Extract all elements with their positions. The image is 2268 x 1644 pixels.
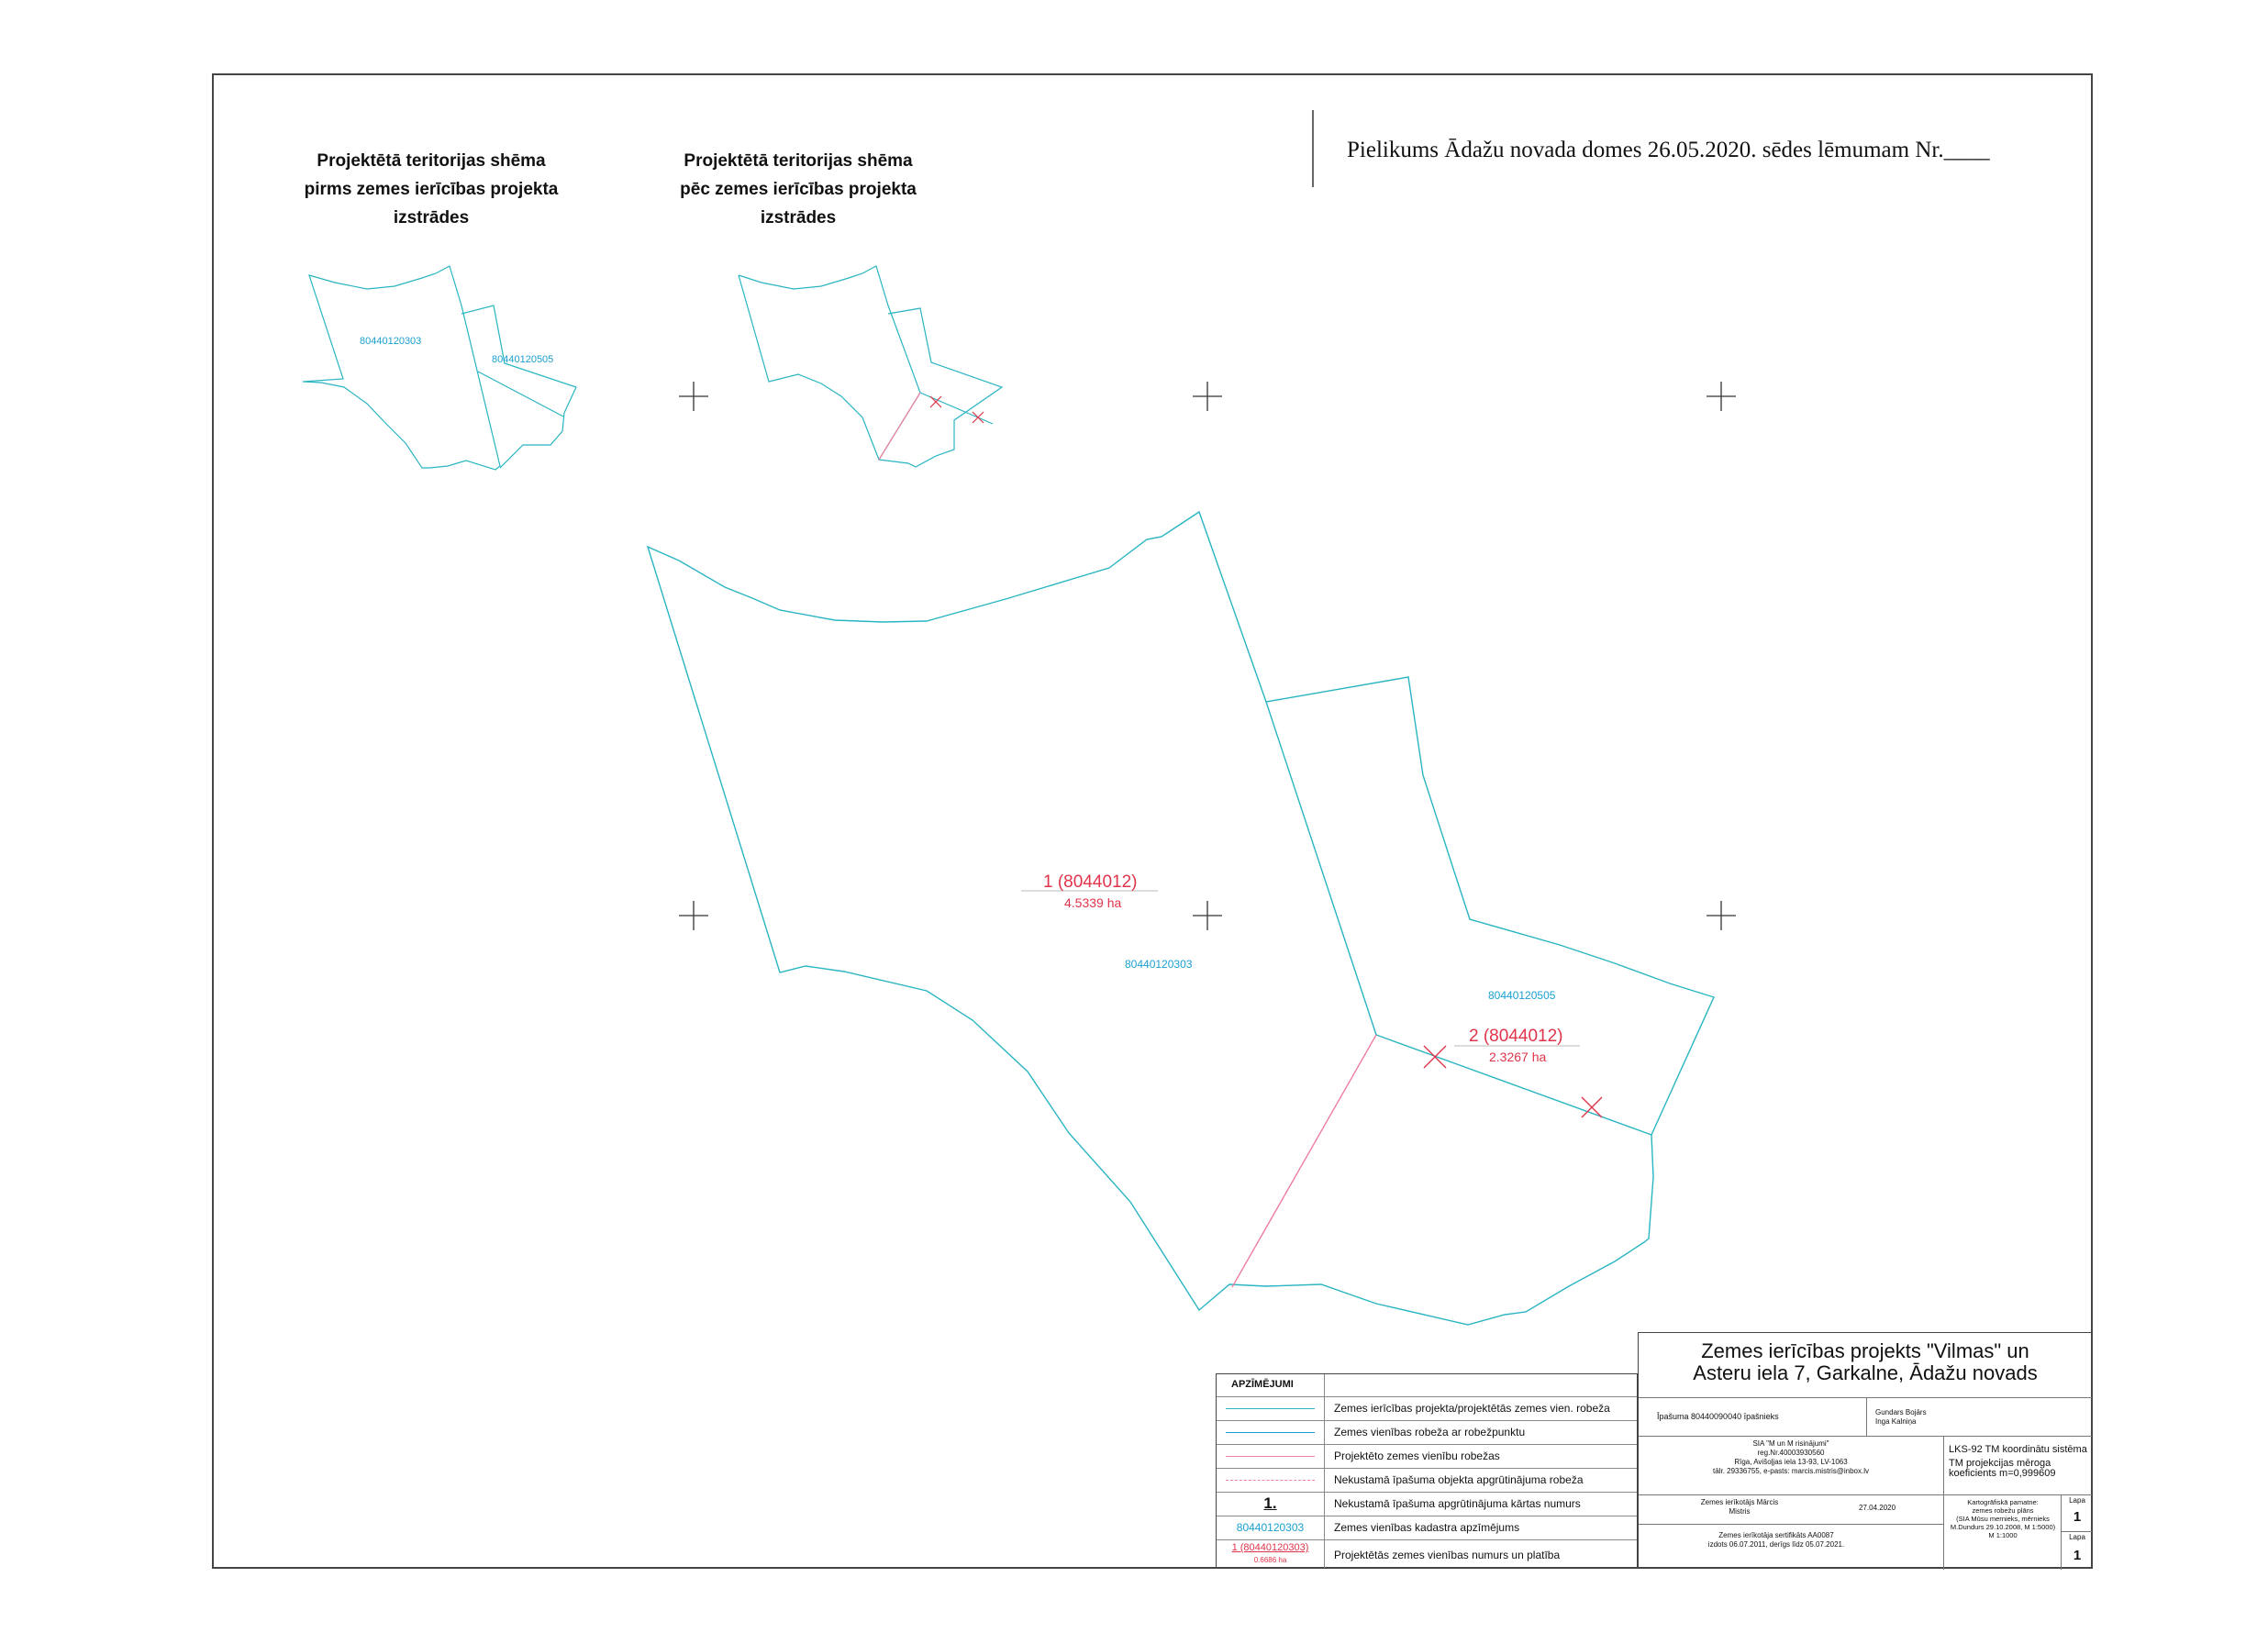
legend-symbol bbox=[1217, 1445, 1325, 1468]
parcel-outline bbox=[1266, 702, 1376, 1035]
registration-cross bbox=[1707, 901, 1736, 930]
parcel-outline-outer bbox=[648, 512, 1714, 1325]
legend-symbol bbox=[1217, 1540, 1325, 1568]
owner-name: Gundars Bojārs bbox=[1875, 1408, 1927, 1416]
inset-before-title-line: pirms zemes ierīcības projekta bbox=[304, 180, 559, 199]
registration-cross bbox=[1193, 382, 1222, 411]
surveyor-line: Mistris bbox=[1729, 1507, 1751, 1516]
divider bbox=[1639, 1436, 2092, 1437]
legend-symbol bbox=[1217, 1397, 1325, 1420]
inset-before-map bbox=[303, 266, 576, 470]
legend-item bbox=[1217, 1516, 1637, 1539]
owner-name: Inga Kalniņa bbox=[1875, 1417, 1917, 1426]
dashed-line-symbol bbox=[1226, 1480, 1315, 1481]
plot2-number: 2 (8044012) bbox=[1469, 1027, 1563, 1046]
inset-after-title-line: izstrādes bbox=[760, 208, 837, 228]
coord-line: LKS-92 TM koordinātu sistēma bbox=[1949, 1444, 2087, 1455]
legend-symbol bbox=[1217, 1421, 1325, 1444]
legend-item bbox=[1217, 1468, 1637, 1492]
inset-after-map bbox=[739, 266, 1002, 467]
owners bbox=[1875, 1408, 1927, 1427]
parcel-outline bbox=[739, 275, 879, 460]
legend-symbol-text: 1. bbox=[1263, 1494, 1277, 1512]
projected-boundary bbox=[1232, 1035, 1376, 1287]
project-title bbox=[1639, 1340, 2092, 1384]
legend-item bbox=[1217, 1396, 1637, 1420]
legend-text: Projektēto zemes vienību robežas bbox=[1334, 1450, 1500, 1462]
parcel-outline bbox=[461, 305, 576, 468]
legend-symbol-text: 1 (80440120303) bbox=[1231, 1542, 1309, 1553]
legend-header bbox=[1217, 1374, 1637, 1396]
coord-line: koeficients m=0,999609 bbox=[1949, 1468, 2056, 1479]
plot1-area: 4.5339 ha bbox=[1064, 895, 1122, 910]
inset-after-title-line: Projektētā teritorijas shēma bbox=[684, 151, 913, 171]
legend-title-cell bbox=[1217, 1374, 1325, 1396]
plot1-number: 1 (8044012) bbox=[1043, 872, 1138, 892]
line-symbol bbox=[1226, 1408, 1315, 1409]
inset-after-title-line: pēc zemes ierīcības projekta bbox=[680, 180, 917, 199]
inset-cadastre-label: 80440120303 bbox=[360, 336, 422, 347]
carto-line: zemes robežu plāns bbox=[1972, 1506, 2034, 1515]
divider bbox=[1639, 1494, 2092, 1495]
legend-symbol-subtext: 0.6686 ha bbox=[1253, 1556, 1287, 1564]
company-info bbox=[1639, 1439, 1943, 1476]
divider bbox=[1639, 1524, 1943, 1525]
company-line: Rīga, Avišoļjas iela 13-93, LV-1063 bbox=[1734, 1458, 1848, 1466]
inset-before-title-line: izstrādes bbox=[393, 208, 470, 228]
coord-info bbox=[1949, 1445, 2087, 1479]
title-block bbox=[1638, 1332, 2093, 1569]
divider bbox=[1866, 1397, 1867, 1436]
sheet-label: Lapa bbox=[2069, 1496, 2085, 1505]
legend-item bbox=[1217, 1420, 1637, 1444]
inset-cadastre-label: 80440120505 bbox=[492, 354, 554, 365]
surveyor bbox=[1639, 1498, 1840, 1516]
line-symbol bbox=[1226, 1456, 1315, 1457]
line-symbol bbox=[1226, 1432, 1315, 1433]
boundary-point-icon bbox=[1582, 1097, 1602, 1117]
carto-line: M 1:1000 bbox=[1988, 1531, 2018, 1539]
legend-item bbox=[1217, 1444, 1637, 1468]
carto-line: (SIA Mūsu mernieks, mērnieks bbox=[1956, 1515, 2050, 1523]
registration-marks bbox=[679, 382, 1736, 930]
inset-before-title-line: Projektētā teritorijas shēma bbox=[317, 151, 546, 171]
divider bbox=[1639, 1397, 2092, 1398]
plot2-area: 2.3267 ha bbox=[1489, 1050, 1547, 1064]
company-line: reg.Nr.40003930560 bbox=[1757, 1449, 1825, 1457]
plot2-cadastre: 80440120505 bbox=[1488, 989, 1556, 1002]
legend-item bbox=[1217, 1539, 1637, 1568]
legend-title: APZĪMĒJUMI bbox=[1231, 1379, 1294, 1390]
plot1-cadastre: 80440120303 bbox=[1125, 958, 1193, 971]
legend-text: Nekustamā īpašuma objekta apgrūtinājuma robeža bbox=[1334, 1473, 1584, 1486]
cartographic-base bbox=[1947, 1498, 2059, 1539]
legend-symbol bbox=[1217, 1516, 1325, 1539]
sheets-label: Lapa bbox=[2069, 1533, 2085, 1541]
project-title-line: Zemes ierīcības projekts "Vilmas" un bbox=[1701, 1339, 2029, 1362]
registration-cross bbox=[679, 382, 708, 411]
legend-text: Zemes vienības kadastra apzīmējums bbox=[1334, 1521, 1520, 1534]
legend bbox=[1216, 1373, 1638, 1569]
boundary-point-icon bbox=[973, 412, 984, 423]
main-map bbox=[648, 512, 1714, 1325]
annex-note: Pielikums Ādažu novada domes 26.05.2020. sēdes lēmumam Nr.____ bbox=[1312, 110, 1990, 187]
coord-line: TM projekcijas mēroga bbox=[1949, 1458, 2051, 1469]
projected-boundary bbox=[879, 393, 920, 460]
certificate-line: Zemes ierīkotāja sertifikāts AA0087 bbox=[1718, 1531, 1834, 1539]
surveyor-line: Zemes ierīkotājs Mārcis bbox=[1700, 1498, 1779, 1506]
legend-symbol-text: 80440120303 bbox=[1236, 1521, 1305, 1534]
divider bbox=[2061, 1531, 2092, 1532]
date: 27.04.2020 bbox=[1859, 1504, 1896, 1512]
carto-line: Kartogrāfiskā pamatne: bbox=[1967, 1498, 2039, 1506]
registration-cross bbox=[1193, 901, 1222, 930]
sheets-count: 1 bbox=[2073, 1548, 2082, 1563]
legend-text: Nekustamā īpašuma apgrūtinājuma kārtas numurs bbox=[1334, 1497, 1581, 1510]
legend-symbol bbox=[1217, 1469, 1325, 1492]
company-line: tālr. 29336755, e-pasts: marcis.mistris@inbox.lv bbox=[1713, 1467, 1869, 1475]
legend-text: Zemes ierīcības projekta/projektētās zemes vien. robeža bbox=[1334, 1402, 1610, 1415]
parcel-outline bbox=[303, 266, 500, 470]
sheet-number: 1 bbox=[2073, 1509, 2082, 1525]
registration-cross bbox=[1707, 382, 1736, 411]
registration-cross bbox=[679, 901, 708, 930]
certificate bbox=[1639, 1531, 1914, 1550]
legend-text: Projektētās zemes vienības numurs un platība bbox=[1334, 1549, 1561, 1561]
owner-label: Īpašuma 80440090040 īpašnieks bbox=[1657, 1412, 1779, 1421]
legend-text: Zemes vienības robeža ar robežpunktu bbox=[1334, 1426, 1526, 1438]
legend-symbol bbox=[1217, 1493, 1325, 1516]
company-line: SIA "M un M risinājumi" bbox=[1752, 1439, 1829, 1448]
boundary-point-icon bbox=[1424, 1046, 1446, 1068]
carto-line: M.Dundurs 29.10.2008, M 1:5000) bbox=[1950, 1523, 2056, 1531]
divider bbox=[1943, 1436, 1944, 1570]
legend-item bbox=[1217, 1492, 1637, 1516]
certificate-line: izdots 06.07.2011, derīgs līdz 05.07.2021. bbox=[1707, 1540, 1845, 1549]
project-title-line: Asteru iela 7, Garkalne, Ādažu novads bbox=[1693, 1361, 2038, 1384]
boundary-point-icon bbox=[930, 396, 941, 407]
